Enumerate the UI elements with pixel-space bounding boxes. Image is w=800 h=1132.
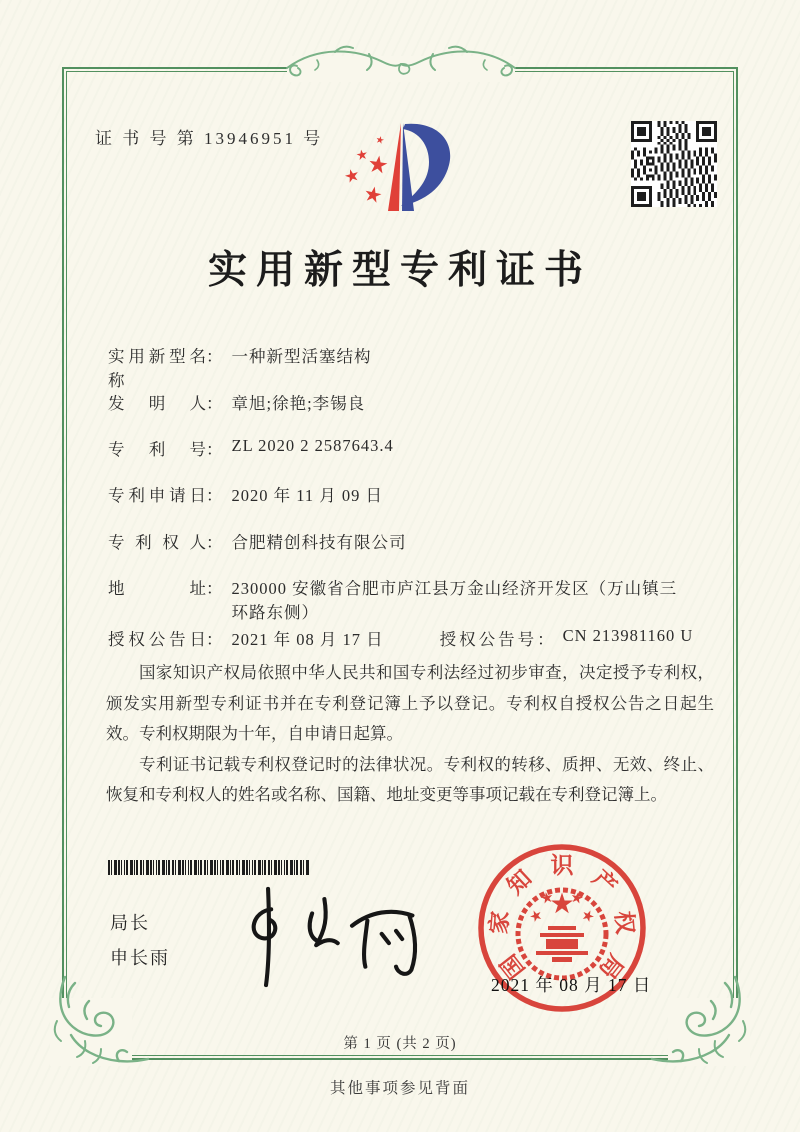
field-value-grant-number: CN 213981160 U xyxy=(562,626,694,645)
seal-date: 2021 年 08 月 17 日 xyxy=(491,975,652,995)
seal-char: 国 xyxy=(495,949,530,984)
field-colon: ： xyxy=(206,394,223,413)
legal-paragraph-2: 专利证书记载专利权登记时的法律状况。专利权的转移、质押、无效、终止、恢复和专利权人的姓名或名称、国籍、地址变更等事项记载在专利登记簿上。 xyxy=(106,754,714,805)
field-label: 实用新型名称 xyxy=(108,347,206,390)
field-row-inventors xyxy=(108,390,365,414)
field-label: 授权公告日 xyxy=(108,630,206,649)
seal-char: 权 xyxy=(610,910,638,936)
qr-code-icon xyxy=(631,121,717,207)
certificate-number: 证 书 号 第 13946951 号 xyxy=(95,129,324,148)
officer-title: 局长 xyxy=(110,913,150,933)
seal-char: 家 xyxy=(486,910,514,936)
field-row-patent-number xyxy=(108,436,394,460)
field-value-patent-number: ZL 2020 2 2587643.4 xyxy=(231,436,394,455)
page-number: 第 1 页 (共 2 页) xyxy=(343,1036,457,1052)
field-label: 发明人 xyxy=(108,394,206,413)
legal-text-block xyxy=(106,658,714,811)
seal-char: 局 xyxy=(594,949,629,984)
field-colon: ： xyxy=(206,533,223,552)
field-row-name xyxy=(108,343,372,391)
field-value-inventors: 章旭;徐艳;李锡良 xyxy=(231,394,366,413)
seal-char: 知 xyxy=(502,865,537,900)
field-colon: ： xyxy=(537,630,554,649)
cnipa-logo-icon xyxy=(330,108,498,246)
field-value-filing-date: 2020 年 11 月 09 日 xyxy=(231,486,384,505)
field-label-grant-number: 授权公告号 xyxy=(439,630,538,649)
seal-char: 识 xyxy=(550,853,574,878)
shen-changyu-signature-icon xyxy=(222,878,437,996)
legal-paragraph-1: 国家知识产权局依照中华人民共和国专利法经过初步审查，决定授予专利权，颁发实用新型专利证书并在专利登记簿上予以登记。专利权自授权公告之日起生效。专利权期限为十年，自申请日起算。 xyxy=(106,663,714,744)
field-value-patentee: 合肥精创科技有限公司 xyxy=(231,533,407,552)
field-label: 专利号 xyxy=(108,440,206,459)
field-value-utility-model-name: 一种新型活塞结构 xyxy=(231,347,372,366)
field-value-address: 230000 安徽省合肥市庐江县万金山经济开发区（万山镇三环路东侧） xyxy=(231,579,678,622)
field-colon: ： xyxy=(206,440,223,459)
field-row-patentee xyxy=(108,529,407,553)
seal-char: 产 xyxy=(587,865,622,900)
certificate-title: 实用新型专利证书 xyxy=(207,249,592,292)
field-row-filing-date xyxy=(108,482,383,506)
field-row-address xyxy=(108,575,680,623)
officer-block xyxy=(110,906,170,976)
back-side-note: 其他事项参见背面 xyxy=(329,1080,470,1097)
field-colon: ： xyxy=(206,347,223,366)
field-value-grant-date: 2021 年 08 月 17 日 xyxy=(231,630,384,649)
barcode xyxy=(108,860,312,875)
field-label: 地址 xyxy=(108,579,206,598)
field-label: 专利权人 xyxy=(108,533,206,552)
field-label: 专利申请日 xyxy=(108,486,206,505)
field-row-grant xyxy=(108,626,693,650)
field-colon: ： xyxy=(206,486,223,505)
border-gap-top xyxy=(287,56,515,82)
china-national-emblem-icon xyxy=(518,890,606,978)
officer-name: 申长雨 xyxy=(110,948,170,969)
field-colon: ： xyxy=(206,579,223,598)
field-colon: ： xyxy=(206,630,223,649)
